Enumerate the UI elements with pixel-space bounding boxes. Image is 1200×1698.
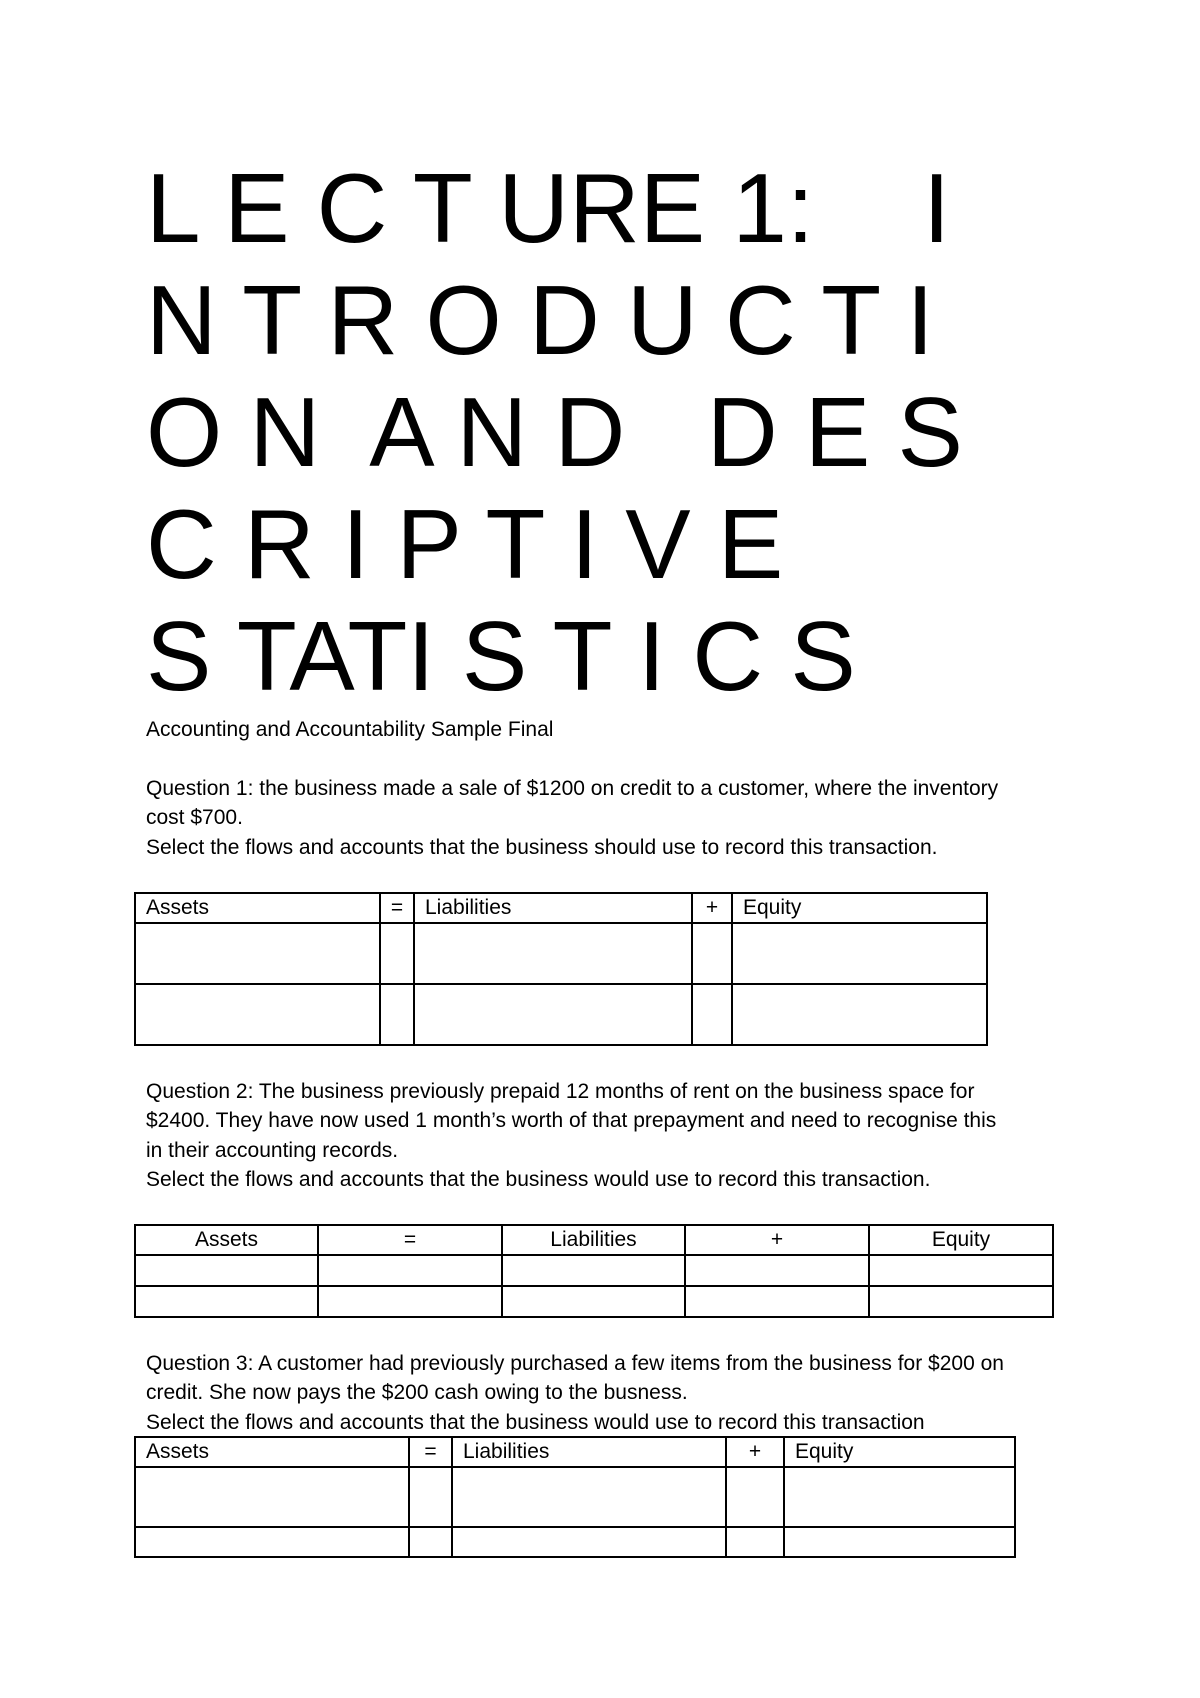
liabilities-cell[interactable] xyxy=(502,1255,685,1286)
question-text: Select the flows and accounts that the business would use to record this transaction xyxy=(146,1411,925,1434)
equity-cell[interactable] xyxy=(784,1467,1015,1527)
question-text: $2400. They have now used 1 month’s worth of that prepayment and need to recognise this xyxy=(146,1109,997,1132)
equals-cell[interactable] xyxy=(409,1527,452,1557)
answer-table-q2 xyxy=(134,1224,1054,1318)
plus-cell[interactable] xyxy=(692,923,732,984)
answer-table-q3 xyxy=(134,1436,1016,1558)
header-equals: = xyxy=(409,1437,452,1467)
question-text: Question 3: A customer had previously purchased a few items from the business for $200 on xyxy=(146,1352,1004,1375)
equals-cell[interactable] xyxy=(409,1467,452,1527)
equity-cell[interactable] xyxy=(869,1286,1053,1317)
equity-cell[interactable] xyxy=(732,923,987,984)
assets-cell[interactable] xyxy=(135,1527,409,1557)
assets-cell[interactable] xyxy=(135,923,380,984)
title-line: N T R O D U C T I xyxy=(146,265,934,375)
assets-cell[interactable] xyxy=(135,1286,318,1317)
header-assets: Assets xyxy=(135,893,380,923)
title-line: L E C T URE 1: I xyxy=(146,153,951,263)
document-subtitle: Accounting and Accountability Sample Final xyxy=(146,718,554,741)
liabilities-cell[interactable] xyxy=(452,1467,726,1527)
header-assets: Assets xyxy=(135,1437,409,1467)
header-equity: Equity xyxy=(784,1437,1015,1467)
question-text: Select the flows and accounts that the business would use to record this transaction. xyxy=(146,1168,931,1191)
liabilities-cell[interactable] xyxy=(502,1286,685,1317)
plus-cell[interactable] xyxy=(726,1527,784,1557)
header-liabilities: Liabilities xyxy=(414,893,692,923)
equals-cell[interactable] xyxy=(318,1255,502,1286)
liabilities-cell[interactable] xyxy=(414,984,692,1045)
answer-table-q1 xyxy=(134,892,988,1046)
equity-cell[interactable] xyxy=(784,1527,1015,1557)
question-text: Question 2: The business previously prepaid 12 months of rent on the business space for xyxy=(146,1080,975,1103)
question-text: Question 1: the business made a sale of $1200 on credit to a customer, where the inventory xyxy=(146,777,999,800)
equals-cell[interactable] xyxy=(380,984,414,1045)
plus-cell[interactable] xyxy=(685,1255,869,1286)
equals-cell[interactable] xyxy=(380,923,414,984)
header-plus: + xyxy=(726,1437,784,1467)
header-plus: + xyxy=(685,1225,869,1255)
question-text: in their accounting records. xyxy=(146,1139,399,1162)
plus-cell[interactable] xyxy=(685,1286,869,1317)
header-equity: Equity xyxy=(869,1225,1053,1255)
header-liabilities: Liabilities xyxy=(502,1225,685,1255)
header-equity: Equity xyxy=(732,893,987,923)
plus-cell[interactable] xyxy=(692,984,732,1045)
header-equals: = xyxy=(380,893,414,923)
question-text: cost $700. xyxy=(146,806,243,829)
assets-cell[interactable] xyxy=(135,1255,318,1286)
equity-cell[interactable] xyxy=(869,1255,1053,1286)
equals-cell[interactable] xyxy=(318,1286,502,1317)
liabilities-cell[interactable] xyxy=(414,923,692,984)
liabilities-cell[interactable] xyxy=(452,1527,726,1557)
plus-cell[interactable] xyxy=(726,1467,784,1527)
header-plus: + xyxy=(692,893,732,923)
header-assets: Assets xyxy=(135,1225,318,1255)
question-text: credit. She now pays the $200 cash owing to the busness. xyxy=(146,1381,688,1404)
title-line: S TATI S T I C S xyxy=(146,601,856,711)
assets-cell[interactable] xyxy=(135,984,380,1045)
assets-cell[interactable] xyxy=(135,1467,409,1527)
title-line: O N A N D D E S xyxy=(146,377,963,487)
equity-cell[interactable] xyxy=(732,984,987,1045)
question-text: Select the flows and accounts that the business should use to record this transaction. xyxy=(146,836,938,859)
title-line: C R I P T I V E xyxy=(146,489,784,599)
header-liabilities: Liabilities xyxy=(452,1437,726,1467)
header-equals: = xyxy=(318,1225,502,1255)
